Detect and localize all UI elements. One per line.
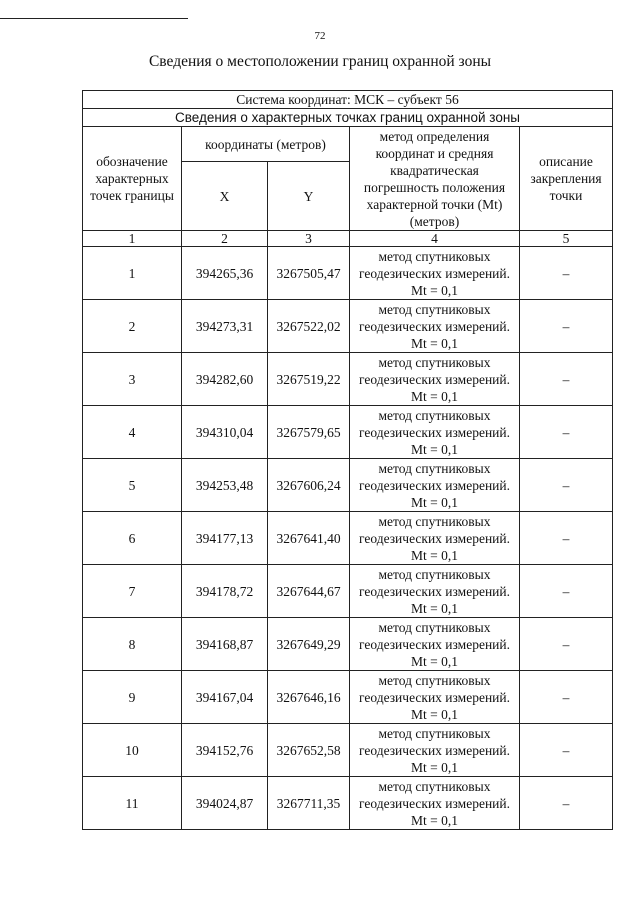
y-cell: 3267652,58 <box>268 724 350 777</box>
point-cell: 6 <box>83 512 182 565</box>
fixing-cell: – <box>520 406 613 459</box>
point-cell: 7 <box>83 565 182 618</box>
fixing-cell: – <box>520 512 613 565</box>
method-cell: метод спутниковых геодезических измерений. Mt = 0,1 <box>350 777 520 830</box>
column-number: 1 <box>83 231 182 247</box>
y-cell: 3267646,16 <box>268 671 350 724</box>
column-number: 5 <box>520 231 613 247</box>
x-cell: 394310,04 <box>182 406 268 459</box>
method-cell: метод спутниковых геодезических измерений. Mt = 0,1 <box>350 724 520 777</box>
y-cell: 3267579,65 <box>268 406 350 459</box>
y-cell: 3267505,47 <box>268 247 350 300</box>
point-cell: 11 <box>83 777 182 830</box>
fixing-cell: – <box>520 777 613 830</box>
x-cell: 394167,04 <box>182 671 268 724</box>
table-row <box>83 618 613 671</box>
table-row <box>83 406 613 459</box>
x-cell: 394024,87 <box>182 777 268 830</box>
fixing-cell: – <box>520 565 613 618</box>
point-cell: 5 <box>83 459 182 512</box>
point-cell: 1 <box>83 247 182 300</box>
table-row <box>83 353 613 406</box>
point-cell: 10 <box>83 724 182 777</box>
header-row-system <box>83 91 613 109</box>
point-cell: 9 <box>83 671 182 724</box>
x-cell: 394177,13 <box>182 512 268 565</box>
page-number: 72 <box>314 30 326 42</box>
y-cell: 3267649,29 <box>268 618 350 671</box>
method-cell: метод спутниковых геодезических измерений. Mt = 0,1 <box>350 512 520 565</box>
method-cell: метод спутниковых геодезических измерений. Mt = 0,1 <box>350 671 520 724</box>
point-cell: 8 <box>83 618 182 671</box>
coordinates-table <box>82 90 613 830</box>
coordinate-system-header: Система координат: МСК – субъект 56 <box>83 91 613 109</box>
x-cell: 394265,36 <box>182 247 268 300</box>
fixing-cell: – <box>520 300 613 353</box>
y-cell: 3267519,22 <box>268 353 350 406</box>
column-number-row <box>83 231 613 247</box>
fixing-cell: – <box>520 353 613 406</box>
y-cell: 3267644,67 <box>268 565 350 618</box>
y-cell: 3267641,40 <box>268 512 350 565</box>
method-cell: метод спутниковых геодезических измерений. Mt = 0,1 <box>350 247 520 300</box>
page-title: Сведения о местоположении границ охранной зоны <box>148 53 492 70</box>
table-row <box>83 300 613 353</box>
header-row-columns <box>83 127 613 162</box>
point-cell: 2 <box>83 300 182 353</box>
fixing-cell: – <box>520 724 613 777</box>
y-cell: 3267711,35 <box>268 777 350 830</box>
x-cell: 394168,87 <box>182 618 268 671</box>
method-cell: метод спутниковых геодезических измерений. Mt = 0,1 <box>350 565 520 618</box>
column-number: 3 <box>268 231 350 247</box>
y-cell: 3267606,24 <box>268 459 350 512</box>
table-row <box>83 512 613 565</box>
header-method: метод определения координат и средняя квадратическая погрешность положения характерной точки (Mt) (метров) <box>350 127 520 231</box>
table-subtitle: Сведения о характерных точках границ охранной зоны <box>83 109 613 127</box>
x-cell: 394152,76 <box>182 724 268 777</box>
x-cell: 394273,31 <box>182 300 268 353</box>
table-row <box>83 777 613 830</box>
header-description: описание закрепления точки <box>520 127 613 231</box>
y-cell: 3267522,02 <box>268 300 350 353</box>
top-rule <box>0 18 188 19</box>
method-cell: метод спутниковых геодезических измерений. Mt = 0,1 <box>350 300 520 353</box>
method-cell: метод спутниковых геодезических измерений. Mt = 0,1 <box>350 618 520 671</box>
table-row <box>83 565 613 618</box>
point-cell: 3 <box>83 353 182 406</box>
x-cell: 394253,48 <box>182 459 268 512</box>
table-row <box>83 247 613 300</box>
table-body <box>83 91 613 830</box>
header-designation: обозначение характерных точек границы <box>83 127 182 231</box>
table-row <box>83 671 613 724</box>
header-y: Y <box>268 162 350 231</box>
column-number: 4 <box>350 231 520 247</box>
header-coordinates: координаты (метров) <box>182 127 350 162</box>
table-row <box>83 724 613 777</box>
header-row-subtitle <box>83 109 613 127</box>
column-number: 2 <box>182 231 268 247</box>
fixing-cell: – <box>520 247 613 300</box>
point-cell: 4 <box>83 406 182 459</box>
x-cell: 394282,60 <box>182 353 268 406</box>
fixing-cell: – <box>520 671 613 724</box>
x-cell: 394178,72 <box>182 565 268 618</box>
fixing-cell: – <box>520 459 613 512</box>
method-cell: метод спутниковых геодезических измерений. Mt = 0,1 <box>350 459 520 512</box>
fixing-cell: – <box>520 618 613 671</box>
table-row <box>83 459 613 512</box>
method-cell: метод спутниковых геодезических измерений. Mt = 0,1 <box>350 406 520 459</box>
method-cell: метод спутниковых геодезических измерений. Mt = 0,1 <box>350 353 520 406</box>
header-x: X <box>182 162 268 231</box>
